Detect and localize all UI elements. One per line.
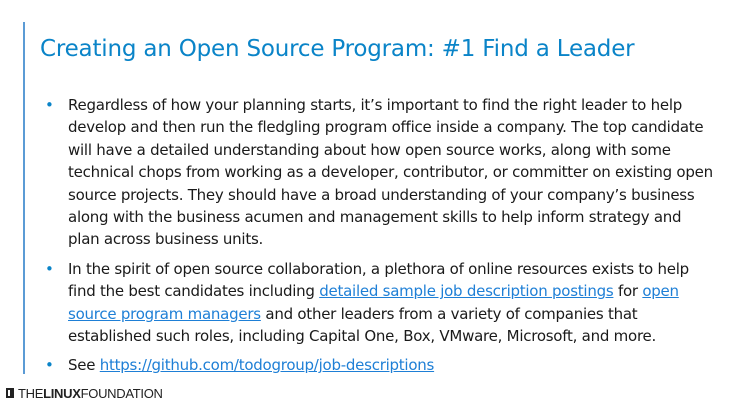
logo-text: THELINUXFOUNDATION xyxy=(18,385,163,401)
bullet-dot-icon: • xyxy=(45,96,54,114)
bullet-text: and other leaders from a variety of companies that established such roles, including Capital One, Box, VMware, Microsoft, and more. xyxy=(68,304,657,346)
bullet-text: In the spirit of open source collaboration, a plethora of online resources exists to help find the best candidates including xyxy=(68,259,689,301)
github-job-descriptions-link[interactable]: https://github.com/todogroup/job-descriptions xyxy=(99,356,435,375)
bullet-item-resources xyxy=(44,258,716,348)
bullet-text: for xyxy=(613,282,643,301)
bullet-dot-icon: • xyxy=(45,356,54,375)
bullet-list xyxy=(44,94,716,384)
linux-foundation-logo-icon xyxy=(6,388,14,398)
accent-rule xyxy=(23,22,25,374)
bullet-item-leader xyxy=(44,94,716,251)
bullet-text: Regardless of how your planning starts, it’s important to find the right leader to help develop and then run the fledgling program office inside a company. The top candidate will have a detailed understanding about how open source works, along with some technical chops from working as a developer, contributor, or committer on existing open source projects. They should have a broad understanding of your company’s business along with the business acumen and management skills to help inform strategy and plan across business units. xyxy=(68,96,713,249)
linux-foundation-logo xyxy=(6,385,163,401)
slide-title: Creating an Open Source Program: #1 Find a Leader xyxy=(40,36,635,62)
bullet-item-see xyxy=(44,354,716,376)
job-description-postings-link[interactable]: detailed sample job description postings xyxy=(319,282,614,301)
bullet-text: See xyxy=(68,356,100,375)
bullet-dot-icon: • xyxy=(45,259,54,278)
program-managers-link[interactable]: open source program managers xyxy=(68,282,679,323)
